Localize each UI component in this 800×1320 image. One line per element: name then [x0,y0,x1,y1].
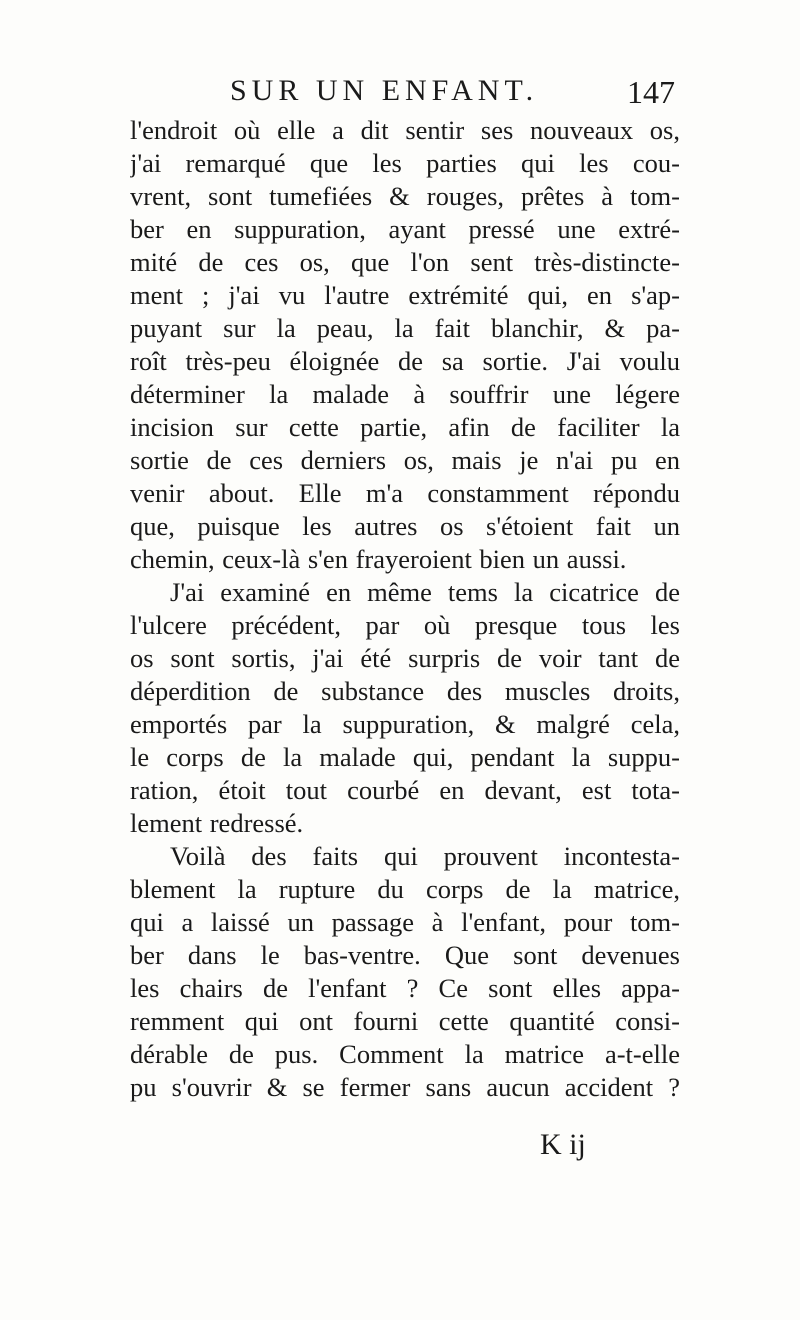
text-line: ration, étoit tout courbé en devant, est tota- [130,775,680,805]
text-line: incision sur cette partie, afin de faciliter la [130,412,680,442]
text-line: que, puisque les autres os s'étoient fait un [130,511,680,541]
text-line: roît très-peu éloignée de sa sortie. J'ai voulu [130,346,680,376]
running-head [130,74,685,118]
text-line: l'ulcere précédent, par où presque tous les [130,610,680,640]
page-number: 147 [627,74,675,110]
text-line: chemin, ceux-là s'en frayeroient bien un aussi. [130,544,627,574]
body-text [130,114,680,1104]
text-line: dérable de pus. Comment la matrice a-t-elle [130,1039,680,1069]
text-line: remment qui ont fourni cette quantité consi- [130,1006,680,1036]
running-title: SUR UN ENFANT. [230,74,539,107]
text-line: déperdition de substance des muscles droits, [130,676,680,706]
text-line: venir about. Elle m'a constamment répondu [130,478,680,508]
text-line: vrent, sont tumefiées & rouges, prêtes à tom- [130,181,680,211]
paragraph-1 [130,114,680,576]
paragraph-2 [130,576,680,840]
text-line: ber en suppuration, ayant pressé une extré- [130,214,680,244]
text-line: le corps de la malade qui, pendant la suppu- [130,742,680,772]
text-line: déterminer la malade à souffrir une légere [130,379,680,409]
text-line: mité de ces os, que l'on sent très-distincte- [130,247,680,277]
text-line: sortie de ces derniers os, mais je n'ai pu en [130,445,680,475]
text-line: ber dans le bas-ventre. Que sont devenues [130,940,680,970]
text-line: J'ai examiné en même tems la cicatrice de [170,577,680,607]
text-line: j'ai remarqué que les parties qui les cou- [130,148,680,178]
text-line: les chairs de l'enfant ? Ce sont elles appa- [130,973,680,1003]
text-line: lement redressé. [130,808,304,838]
text-line: pu s'ouvrir & se fermer sans aucun accident ? [130,1072,680,1102]
text-line: ment ; j'ai vu l'autre extrémité qui, en s'ap- [130,280,680,310]
text-line: puyant sur la peau, la fait blanchir, & pa- [130,313,680,343]
signature-mark: K ij [540,1128,586,1161]
text-line: qui a laissé un passage à l'enfant, pour tom- [130,907,680,937]
text-line: os sont sortis, j'ai été surpris de voir tant de [130,643,680,673]
text-line: blement la rupture du corps de la matrice, [130,874,680,904]
text-line: l'endroit où elle a dit sentir ses nouveaux os, [130,115,680,145]
text-line: emportés par la suppuration, & malgré cela, [130,709,680,739]
paragraph-3 [130,840,680,1104]
text-line: Voilà des faits qui prouvent incontesta- [170,841,680,871]
